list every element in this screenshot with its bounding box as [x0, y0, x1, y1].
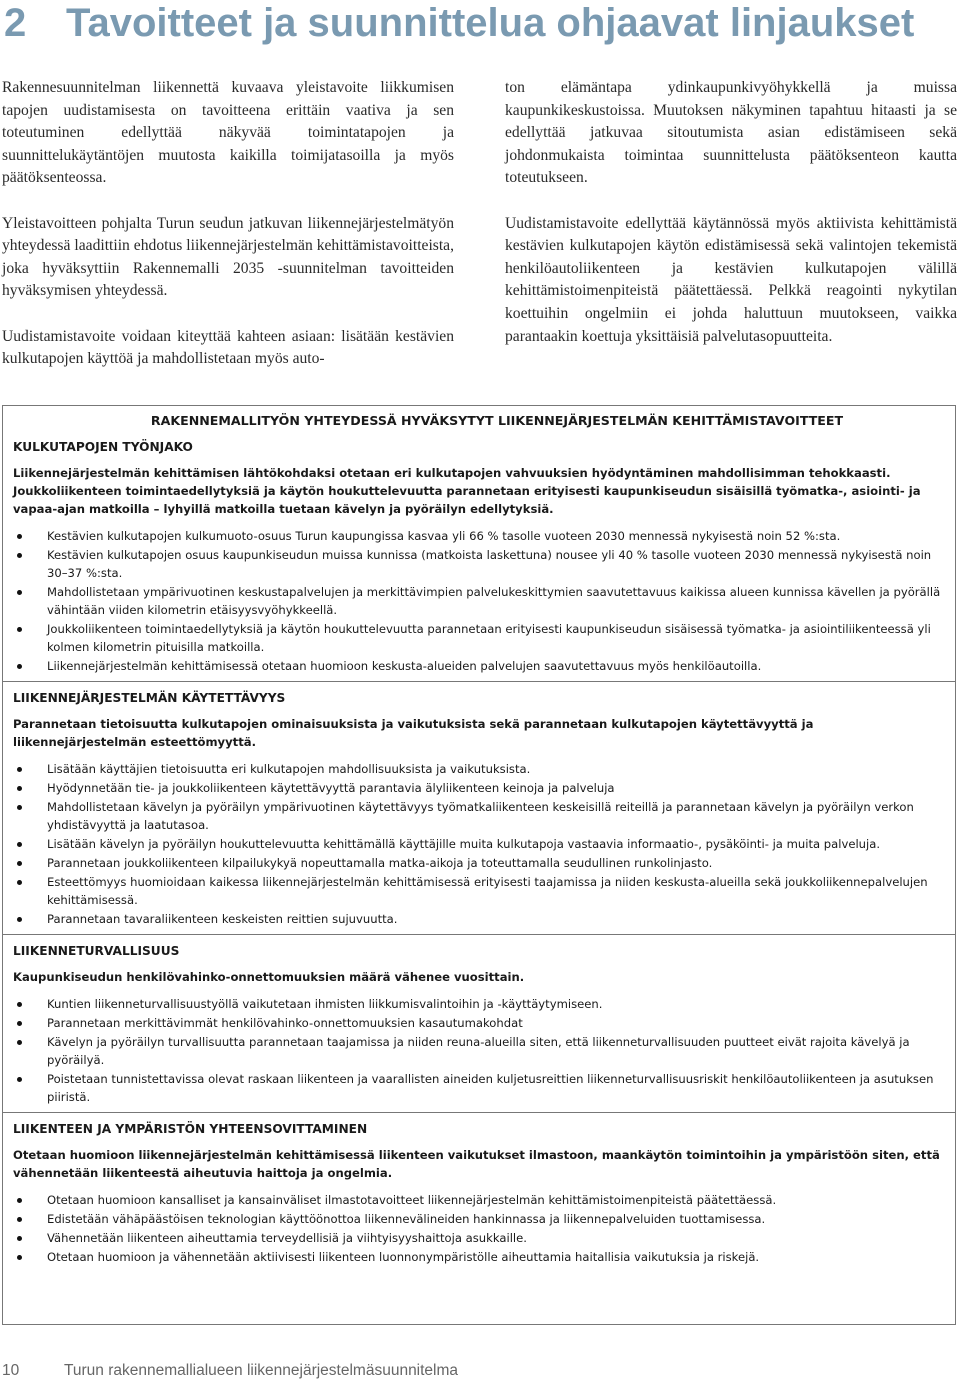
bullet-icon [17, 861, 22, 866]
list-item: Joukkoliikenteen toimintaedellytyksiä ja käytön houkuttelevuutta parannetaan erityisesti kaupunkiseudun sisäisessä työmatka- ja asiointiliikenteessä yli kolmen kilometrin pituisilla matkoilla. [13, 620, 945, 656]
list-item: Vähennetään liikenteen aiheuttamia terveydellisiä ja viihtyisyyshaittoja asukkaille. [13, 1229, 945, 1247]
bullet-icon [17, 590, 22, 595]
list-item: Edistetään vähäpäästöisen teknologian käyttöönottoa liikennevälineiden hankinnassa ja liikennepalveluiden tuottamisessa. [13, 1210, 945, 1228]
list-item: Parannetaan joukkoliikenteen kilpailukykyä nopeuttamalla matka-aikoja ja toteuttamalla seudullinen runkolinjasto. [13, 854, 945, 872]
bullet-icon [17, 767, 22, 772]
right-text-column [505, 77, 957, 371]
bullet-icon [17, 917, 22, 922]
list-item: Kävelyn ja pyöräilyn turvallisuutta parannetaan taajamissa ja niiden reuna-alueilla siten, että liikenneturvallisuuden puutteet eivät rajoita kävelyä ja pyöräilyä. [13, 1033, 945, 1069]
bullet-icon [17, 1077, 22, 1082]
section-title: LIIKENNEJÄRJESTELMÄN KÄYTETTÄVYYS [13, 691, 286, 705]
list-item: Lisätään kävelyn ja pyöräilyn houkuttelevuutta kehittämällä käyttäjille muita kulkutapoja vastaavia informaatio-, pysäköinti- ja muita palveluja. [13, 835, 945, 853]
section-divider [3, 681, 955, 682]
bullet-icon [17, 880, 22, 885]
section-title: LIIKENTEEN JA YMPÄRISTÖN YHTEENSOVITTAMINEN [13, 1122, 368, 1136]
bullet-list [13, 527, 945, 675]
body-paragraph: Uudistamistavoite edellyttää käytännössä myös aktiivista kehittämistä kestävien kulkutapojen käytön edistämisessä sekä valintojen tekemistä henkilöautoliikenteen ja kestävien kulkutapojen välillä kehittämistoimenpiteistä päätettäessä. Pelkkä reagointi nykytilan koettuihin ongelmiin ei johda haluttuun muutokseen, vaikka parantaakin koettuja yksittäisiä palvelutasopuutteita. [505, 214, 957, 345]
section-title: LIIKENNETURVALLISUUS [13, 944, 180, 958]
left-text-column [2, 77, 454, 393]
bullet-icon [17, 534, 22, 539]
section-usability [13, 689, 945, 928]
list-item: Otetaan huomioon kansalliset ja kansainväliset ilmastotavoitteet liikennejärjestelmän kehittämistoimenpiteistä päätettäessä. [13, 1191, 945, 1209]
list-item: Esteettömyys huomioidaan kaikessa liikennejärjestelmän kehittämisessä erityisesti taajamissa ja niiden keskusta-alueilla sekä joukkoliikennepalvelujen kehittämisessä. [13, 873, 945, 909]
section-divider [3, 934, 955, 935]
body-paragraph: Rakennesuunnitelman liikennettä kuvaava yleistavoite liikkumisen tapojen uudistamisesta on tavoitteena erittäin vaativa ja sen toteutuminen edellyttää näkyvää toimintatapojen ja suunnittelukäytäntöjen muutosta kaikilla toimijatasoilla ja myös päätöksenteossa. [2, 79, 454, 187]
list-item: Lisätään käyttäjien tietoisuutta eri kulkutapojen mahdollisuuksista ja vaikutuksista. [13, 760, 945, 778]
section-intro: Liikennejärjestelmän kehittämisen lähtökohdaksi otetaan eri kulkutapojen vahvuuksien hyödyntäminen mahdollisimman tehokkaasti. Joukkoliikenteen toimintaedellytyksiä ja käytön houkuttelevuutta parannetaan erityisesti kaupunkiseudun sisäisillä työmatka-, asiointi- ja vapaa-ajan matkoilla – lyhyillä matkoilla tuetaan kävelyn ja pyöräilyn edellytyksiä. [13, 466, 921, 516]
list-item: Mahdollistetaan ympärivuotinen keskustapalvelujen ja merkittävimpien palvelukeskittymien saavutettavuus kaikissa alueen kunnissa kävellen ja pyörällä vähintään viiden kilometrin etäisyysvyöhykkeellä. [13, 583, 945, 619]
list-item: Kestävien kulkutapojen osuus kaupunkiseudun muissa kunnissa (matkoista laskettuna) nousee yli 40 % tasolle vuoteen 2030 mennessä nykyisestä noin 30–37 %:sta. [13, 546, 945, 582]
bullet-icon [17, 805, 22, 810]
list-item: Mahdollistetaan kävelyn ja pyöräilyn ympärivuotinen käytettävyys työmatkaliikenteen keskeisillä reiteillä ja parannetaan kävelyn ja pyöräilyn verkon yhdistävyyttä ja laatutasoa. [13, 798, 945, 834]
section-divider [3, 1112, 955, 1113]
bullet-icon [17, 1255, 22, 1260]
list-item: Hyödynnetään tie- ja joukkoliikenteen käytettävyyttä parantavia älyliikenteen keinoja ja palveluja [13, 779, 945, 797]
page-footer [2, 1360, 952, 1382]
body-paragraph: ton elämäntapa ydinkaupunkivyöhykkellä ja muissa kaupunkikeskustoissa. Muutoksen näkyminen tapahtuu hitaasti ja se edellyttää jatkuvaa sitoutumista asian edistämiseen sekä johdonmukaista toimintaa suunnittelusta päätöksenteon kautta toteutukseen. [505, 79, 957, 187]
bullet-icon [17, 1236, 22, 1241]
body-paragraph: Yleistavoitteen pohjalta Turun seudun jatkuvan liikennejärjestelmätyön yhteydessä laadittiin ehdotus liikennejärjestelmän kehittämistavoitteista, joka hyväksyttiin Rakennemalli 2035 -suunnitelman tavoitteiden hyväksymisen yhteydessä. [2, 214, 454, 300]
list-item: Parannetaan tavaraliikenteen keskeisten reittien sujuvuutta. [13, 910, 945, 928]
development-goals-box [2, 405, 956, 1325]
bullet-icon [17, 786, 22, 791]
box-title: RAKENNEMALLITYÖN YHTEYDESSÄ HYVÄKSYTYT LIIKENNEJÄRJESTELMÄN KEHITTÄMISTAVOITTEET [150, 413, 844, 428]
chapter-title: Tavoitteet ja suunnittelua ohjaavat linjaukset [66, 1, 915, 45]
page-number: 10 [2, 1362, 20, 1379]
bullet-icon [17, 1217, 22, 1222]
list-item: Kestävien kulkutapojen kulkumuoto-osuus Turun kaupungissa kasvaa yli 66 % tasolle vuoteen 2030 mennessä nykyisestä noin 52 %:sta. [13, 527, 945, 545]
bullet-icon [17, 553, 22, 558]
bullet-icon [17, 664, 22, 669]
section-modal-split [13, 438, 945, 675]
section-traffic-safety [13, 942, 945, 1106]
bullet-list [13, 760, 945, 928]
bullet-icon [17, 842, 22, 847]
bullet-icon [17, 1198, 22, 1203]
section-environment [13, 1120, 945, 1266]
bullet-icon [17, 1021, 22, 1026]
section-intro: Parannetaan tietoisuutta kulkutapojen ominaisuuksista ja vaikutuksista sekä parannetaan kulkutapojen käytettävyyttä ja liikennejärjestelmän esteettömyyttä. [13, 717, 814, 749]
list-item: Otetaan huomioon ja vähennetään aktiivisesti liikenteen luonnonympäristölle aiheuttamia haitallisia vaikutuksia ja riskejä. [13, 1248, 945, 1266]
page-heading [4, 0, 956, 46]
bullet-icon [17, 1002, 22, 1007]
chapter-number: 2 [4, 1, 27, 45]
bullet-list [13, 995, 945, 1106]
list-item: Parannetaan merkittävimmät henkilövahinko-onnettomuuksien kasautumakohdat [13, 1014, 945, 1032]
section-title: KULKUTAPOJEN TYÖNJAKO [13, 440, 193, 454]
section-intro: Kaupunkiseudun henkilövahinko-onnettomuuksien määrä vähenee vuosittain. [13, 970, 525, 984]
section-intro: Otetaan huomioon liikennejärjestelmän kehittämisessä liikenteen vaikutukset ilmastoon, maankäytön toimintoihin ja ympäristöön siten, että vähennetään liikenteestä aiheutuvia haittoja ja ongelmia. [13, 1148, 940, 1180]
list-item: Poistetaan tunnistettavissa olevat raskaan liikenteen ja vaarallisten aineiden kuljetusreittien liikenneturvallisuusriskit henkilöautoliikenteen ja asutuksen piiristä. [13, 1070, 945, 1106]
body-paragraph: Uudistamistavoite voidaan kiteyttää kahteen asiaan: lisätään kestävien kulkutapojen käyttöä ja mahdollistetaan myös auto- [2, 327, 454, 368]
bullet-list [13, 1191, 945, 1266]
list-item: Liikennejärjestelmän kehittämisessä otetaan huomioon keskusta-alueiden palvelujen saavutettavuus myös henkilöautoilla. [13, 657, 945, 675]
publication-title: Turun rakennemallialueen liikennejärjestelmäsuunnitelma [64, 1362, 459, 1379]
bullet-icon [17, 1040, 22, 1045]
list-item: Kuntien liikenneturvallisuustyöllä vaikutetaan ihmisten liikkumisvalintoihin ja -käyttäytymiseen. [13, 995, 945, 1013]
bullet-icon [17, 627, 22, 632]
